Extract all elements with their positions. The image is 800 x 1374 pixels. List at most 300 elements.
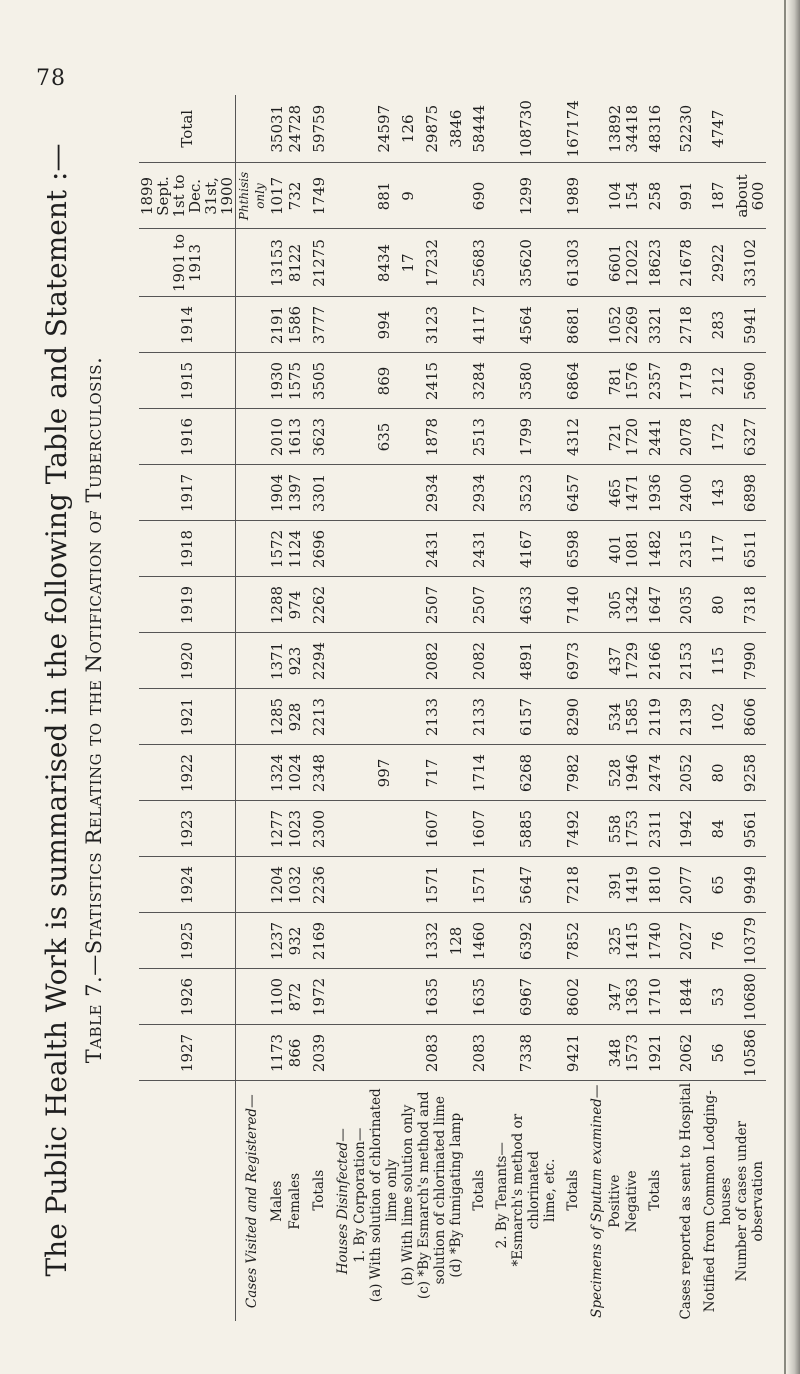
data-cell: 2083 (416, 1025, 448, 1081)
row-label (464, 1081, 494, 1321)
row-label-text: Cases reported as sent to Hospital (678, 1082, 694, 1320)
row-label (416, 1081, 448, 1321)
data-cell (334, 801, 352, 857)
data-cell (352, 229, 368, 297)
data-cell: 2083 (464, 1025, 494, 1081)
row-label (352, 1081, 368, 1321)
data-cell (352, 409, 368, 465)
data-cell (334, 913, 352, 969)
data-cell: 1124 (286, 521, 304, 577)
data-cell: 2507 (464, 577, 494, 633)
data-cell (236, 297, 269, 353)
data-cell: 1032 (286, 857, 304, 913)
data-cell (588, 521, 606, 577)
data-cell: 1930 (268, 353, 286, 409)
data-cell: 9 (400, 163, 416, 229)
data-cell: 1844 (670, 969, 702, 1025)
year-header: 1901 to 1913 (139, 229, 236, 297)
data-cell: 534 (606, 689, 623, 745)
data-cell: 5885 (494, 801, 558, 857)
data-cell: 5941 (734, 297, 766, 353)
data-cell: 391 (606, 857, 623, 913)
row-label (236, 1081, 269, 1321)
data-cell: 1024 (286, 745, 304, 801)
data-cell: 126 (400, 95, 416, 163)
table-row (352, 95, 368, 1321)
data-cell: 1285 (268, 689, 286, 745)
data-cell (400, 689, 416, 745)
data-cell: 2294 (304, 633, 334, 689)
data-cell: 115 (702, 633, 734, 689)
data-cell: 2357 (640, 353, 670, 409)
row-label-text: 1. By Corporation— (352, 1127, 368, 1263)
data-cell: 104 (606, 163, 623, 229)
data-cell: 1100 (268, 969, 286, 1025)
data-cell: 1324 (268, 745, 286, 801)
data-cell (448, 577, 464, 633)
year-header: 1925 (139, 913, 236, 969)
data-cell: 1714 (464, 745, 494, 801)
data-cell: 325 (606, 913, 623, 969)
data-cell: 9258 (734, 745, 766, 801)
data-cell: 1989 (558, 163, 588, 229)
data-cell: 102 (702, 689, 734, 745)
data-cell: 1972 (304, 969, 334, 1025)
data-cell: 6268 (494, 745, 558, 801)
data-cell: 1946 (623, 745, 640, 801)
phthisis-note: Phthisis only (236, 163, 269, 229)
data-cell: 7338 (494, 1025, 558, 1081)
data-cell: 154 (623, 163, 640, 229)
data-cell: 1288 (268, 577, 286, 633)
table-row (286, 95, 304, 1321)
data-cell (334, 95, 352, 163)
data-cell: 8122 (286, 229, 304, 297)
data-cell: 1173 (268, 1025, 286, 1081)
data-cell: 1081 (623, 521, 640, 577)
table-row (640, 95, 670, 1321)
row-label-text: (a) With solution of chlorinated (368, 1088, 384, 1303)
data-cell: 3846 (448, 95, 464, 163)
data-cell (400, 745, 416, 801)
data-cell: 4564 (494, 297, 558, 353)
table-row (734, 95, 766, 1321)
data-cell: 52230 (670, 95, 702, 163)
data-cell: 6967 (494, 969, 558, 1025)
data-cell: 7140 (558, 577, 588, 633)
data-cell (236, 857, 269, 913)
row-label (400, 1081, 416, 1321)
data-cell: 1613 (286, 409, 304, 465)
data-cell (352, 577, 368, 633)
data-cell (588, 689, 606, 745)
row-label-text: Negative (623, 1170, 640, 1233)
data-cell (448, 633, 464, 689)
year-header: 1927 (139, 1025, 236, 1081)
data-cell (236, 95, 269, 163)
year-header: 1899 Sept. 1st to Dec. 31st, 1900 (139, 163, 236, 229)
data-cell: 2139 (670, 689, 702, 745)
data-cell (352, 353, 368, 409)
data-cell (400, 801, 416, 857)
data-cell: 994 (368, 297, 400, 353)
data-cell (588, 577, 606, 633)
row-label-text: Males (269, 1180, 285, 1222)
data-cell: 2934 (416, 465, 448, 521)
data-cell: 1740 (640, 913, 670, 969)
data-cell: 2696 (304, 521, 334, 577)
row-label (606, 1081, 623, 1321)
data-cell (236, 801, 269, 857)
data-cell (334, 1025, 352, 1081)
year-header: 1922 (139, 745, 236, 801)
row-label-text: Totals (565, 1169, 581, 1211)
data-cell: 1710 (640, 969, 670, 1025)
data-cell (400, 969, 416, 1025)
data-cell (334, 521, 352, 577)
data-cell (368, 465, 400, 521)
page-binding-shadow (786, 0, 800, 1374)
data-cell (352, 95, 368, 163)
data-cell (448, 409, 464, 465)
data-cell (334, 969, 352, 1025)
year-header: 1926 (139, 969, 236, 1025)
data-cell: 4117 (464, 297, 494, 353)
data-cell: 1363 (623, 969, 640, 1025)
data-cell: 2236 (304, 857, 334, 913)
table-caption: Table 7.—Statistics Relating to the Notification of Tuberculosis. (82, 356, 106, 1064)
data-cell (588, 913, 606, 969)
table-row (400, 95, 416, 1321)
data-cell: 1878 (416, 409, 448, 465)
data-cell: 8681 (558, 297, 588, 353)
table-row (368, 95, 400, 1321)
data-cell: 2348 (304, 745, 334, 801)
row-label-text: Cases Visited and Registered— (244, 1094, 260, 1309)
table-row (334, 95, 352, 1321)
data-cell: 1753 (623, 801, 640, 857)
data-cell: 1810 (640, 857, 670, 913)
data-cell (400, 857, 416, 913)
data-cell: 7982 (558, 745, 588, 801)
data-cell (352, 745, 368, 801)
data-cell (400, 1025, 416, 1081)
year-header: 1916 (139, 409, 236, 465)
data-cell: 2300 (304, 801, 334, 857)
data-cell (448, 857, 464, 913)
data-cell (352, 297, 368, 353)
row-label-text: Houses Disinfected— (335, 1128, 351, 1275)
data-cell (334, 577, 352, 633)
data-cell: 1397 (286, 465, 304, 521)
data-cell (352, 969, 368, 1025)
data-cell: 61303 (558, 229, 588, 297)
data-cell (236, 969, 269, 1025)
data-cell: 9561 (734, 801, 766, 857)
data-cell: 1729 (623, 633, 640, 689)
data-cell (448, 1025, 464, 1081)
data-cell: 4747 (702, 95, 734, 163)
data-cell (368, 577, 400, 633)
data-cell: 283 (702, 297, 734, 353)
data-cell (236, 689, 269, 745)
data-cell: 4633 (494, 577, 558, 633)
data-cell (448, 353, 464, 409)
data-cell: 3301 (304, 465, 334, 521)
data-cell (334, 745, 352, 801)
data-cell (352, 465, 368, 521)
data-cell: 6157 (494, 689, 558, 745)
data-cell: 437 (606, 633, 623, 689)
year-header: Total (139, 95, 236, 163)
data-cell: 2169 (304, 913, 334, 969)
data-cell: 7990 (734, 633, 766, 689)
data-cell: 1904 (268, 465, 286, 521)
year-header: 1921 (139, 689, 236, 745)
data-cell: 35620 (494, 229, 558, 297)
data-cell: 2077 (670, 857, 702, 913)
data-cell: 1571 (464, 857, 494, 913)
data-cell: 717 (416, 745, 448, 801)
row-label-text: (c) *By Esmarch's method and (416, 1091, 432, 1300)
data-cell (588, 633, 606, 689)
data-cell: 84 (702, 801, 734, 857)
data-cell: 2718 (670, 297, 702, 353)
data-cell: 10680 (734, 969, 766, 1025)
data-cell (588, 465, 606, 521)
data-cell: 17 (400, 229, 416, 297)
data-cell (334, 163, 352, 229)
data-cell: 1575 (286, 353, 304, 409)
data-cell: 2213 (304, 689, 334, 745)
data-cell (368, 913, 400, 969)
table-row (588, 95, 606, 1321)
data-cell (368, 801, 400, 857)
table-row (623, 95, 640, 1321)
data-cell: 721 (606, 409, 623, 465)
data-cell: 2431 (416, 521, 448, 577)
table-row (558, 95, 588, 1321)
data-cell: 3321 (640, 297, 670, 353)
row-label (623, 1081, 640, 1321)
data-cell: 1471 (623, 465, 640, 521)
data-cell: 1635 (464, 969, 494, 1025)
data-cell: 10586 (734, 1025, 766, 1081)
data-cell (236, 409, 269, 465)
year-header: 1918 (139, 521, 236, 577)
data-cell: 2078 (670, 409, 702, 465)
data-cell: 33102 (734, 229, 766, 297)
data-cell (588, 163, 606, 229)
table-row (670, 95, 702, 1321)
row-label-text: (d) *By fumigating lamp (448, 1112, 464, 1278)
data-cell (334, 297, 352, 353)
data-cell: 9949 (734, 857, 766, 913)
row-label-text: (b) With lime solution only (400, 1104, 416, 1286)
year-header: 1917 (139, 465, 236, 521)
data-cell: 59759 (304, 95, 334, 163)
data-cell: 1942 (670, 801, 702, 857)
data-cell: 1052 (606, 297, 623, 353)
data-cell (588, 969, 606, 1025)
data-cell (588, 801, 606, 857)
data-cell: 1017 (268, 163, 286, 229)
data-cell (588, 95, 606, 163)
data-cell: 1571 (416, 857, 448, 913)
data-cell: 3777 (304, 297, 334, 353)
data-cell: 117 (702, 521, 734, 577)
data-cell: 558 (606, 801, 623, 857)
data-cell: 732 (286, 163, 304, 229)
year-header: 1919 (139, 577, 236, 633)
data-cell: 172 (702, 409, 734, 465)
data-cell: 24728 (286, 95, 304, 163)
data-cell (352, 1025, 368, 1081)
row-label (286, 1081, 304, 1321)
data-cell: 7218 (558, 857, 588, 913)
data-cell: 6864 (558, 353, 588, 409)
data-cell: 108730 (494, 95, 558, 163)
data-cell: 167174 (558, 95, 588, 163)
data-cell: 923 (286, 633, 304, 689)
data-cell (334, 633, 352, 689)
data-cell: 2166 (640, 633, 670, 689)
data-cell: 58444 (464, 95, 494, 163)
data-cell (236, 353, 269, 409)
data-cell: 6511 (734, 521, 766, 577)
data-cell: 1921 (640, 1025, 670, 1081)
data-cell (236, 1025, 269, 1081)
data-cell: 3505 (304, 353, 334, 409)
data-cell: 187 (702, 163, 734, 229)
year-header: 1915 (139, 353, 236, 409)
data-cell: 4167 (494, 521, 558, 577)
data-cell: 1749 (304, 163, 334, 229)
table-row (606, 95, 623, 1321)
data-cell: 348 (606, 1025, 623, 1081)
data-cell: 690 (464, 163, 494, 229)
data-cell: 7318 (734, 577, 766, 633)
data-cell: 3580 (494, 353, 558, 409)
data-cell: 212 (702, 353, 734, 409)
data-cell: 6898 (734, 465, 766, 521)
data-cell: 1415 (623, 913, 640, 969)
data-cell: 1237 (268, 913, 286, 969)
data-cell (334, 857, 352, 913)
row-label (670, 1081, 702, 1321)
data-cell: 7492 (558, 801, 588, 857)
row-label-text: 2. By Tenants— (494, 1142, 510, 1249)
data-cell (352, 801, 368, 857)
data-cell (400, 353, 416, 409)
data-cell (334, 465, 352, 521)
data-cell: 2133 (416, 689, 448, 745)
data-cell: 1299 (494, 163, 558, 229)
data-cell (236, 229, 269, 297)
data-cell: 3523 (494, 465, 558, 521)
data-cell: 13153 (268, 229, 286, 297)
data-cell: 21678 (670, 229, 702, 297)
data-cell (352, 913, 368, 969)
row-label (334, 1081, 352, 1321)
data-cell: 1585 (623, 689, 640, 745)
data-cell: 1936 (640, 465, 670, 521)
data-cell: 80 (702, 577, 734, 633)
data-cell (334, 689, 352, 745)
data-cell (588, 409, 606, 465)
data-cell: 21275 (304, 229, 334, 297)
table-row (236, 95, 269, 1321)
data-cell: 2262 (304, 577, 334, 633)
row-label-text: Totals (311, 1169, 327, 1211)
data-cell: 17232 (416, 229, 448, 297)
data-cell: 305 (606, 577, 623, 633)
data-cell: 258 (640, 163, 670, 229)
data-cell: 1277 (268, 801, 286, 857)
data-cell: 869 (368, 353, 400, 409)
data-cell: 1586 (286, 297, 304, 353)
data-cell (400, 465, 416, 521)
header-row (139, 95, 236, 1321)
row-label (368, 1081, 400, 1321)
data-cell (236, 745, 269, 801)
data-cell (236, 633, 269, 689)
data-cell (734, 95, 766, 163)
data-cell: 2119 (640, 689, 670, 745)
data-cell: 528 (606, 745, 623, 801)
data-cell (448, 969, 464, 1025)
data-cell: 2052 (670, 745, 702, 801)
data-cell: 6598 (558, 521, 588, 577)
row-label-text: Positive (606, 1174, 623, 1228)
table-row (448, 95, 464, 1321)
table-row (416, 95, 448, 1321)
year-header: 1914 (139, 297, 236, 353)
data-cell: 2315 (670, 521, 702, 577)
page-title: The Public Health Work is summarised in the following Table and Statement :— (40, 143, 73, 1277)
data-cell: about 600 (734, 163, 766, 229)
data-cell (448, 229, 464, 297)
data-cell: 866 (286, 1025, 304, 1081)
data-cell: 12022 (623, 229, 640, 297)
page-number: 78 (36, 66, 66, 91)
data-cell: 4312 (558, 409, 588, 465)
data-cell: 881 (368, 163, 400, 229)
year-header: 1924 (139, 857, 236, 913)
data-cell: 1342 (623, 577, 640, 633)
data-cell: 974 (286, 577, 304, 633)
data-cell: 48316 (640, 95, 670, 163)
data-cell (448, 745, 464, 801)
table-row (702, 95, 734, 1321)
row-label-text: Totals (471, 1169, 487, 1211)
data-cell (368, 857, 400, 913)
data-cell (368, 969, 400, 1025)
data-cell: 635 (368, 409, 400, 465)
data-cell: 2191 (268, 297, 286, 353)
data-cell: 991 (670, 163, 702, 229)
data-cell: 465 (606, 465, 623, 521)
data-cell (400, 297, 416, 353)
data-cell (400, 577, 416, 633)
data-cell (368, 521, 400, 577)
data-cell (352, 163, 368, 229)
data-cell: 53 (702, 969, 734, 1025)
data-cell: 1573 (623, 1025, 640, 1081)
data-cell (334, 353, 352, 409)
data-cell: 2082 (464, 633, 494, 689)
data-cell (588, 1025, 606, 1081)
